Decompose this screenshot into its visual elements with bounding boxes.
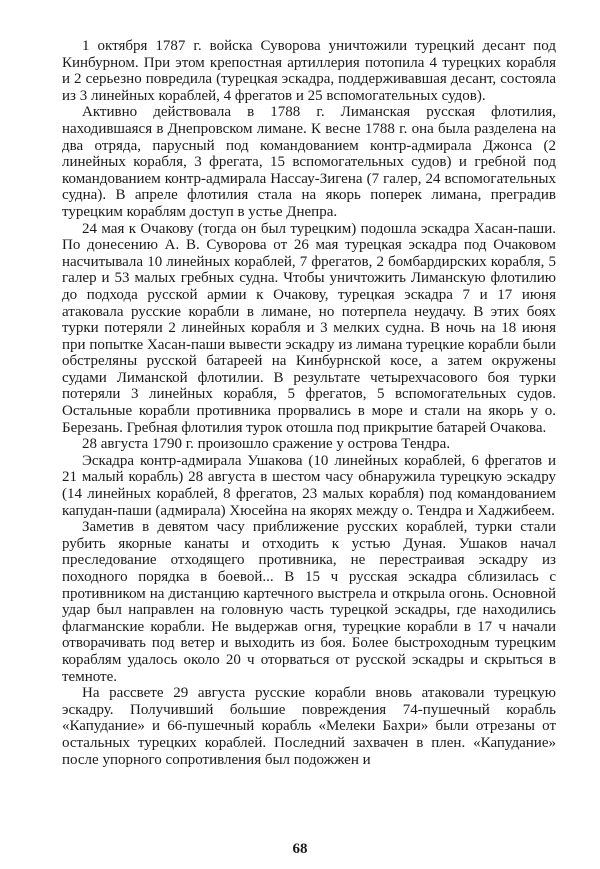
paragraph-kinburn-landing: 1 октября 1787 г. войска Суворова уничтожили турецкий десант под Кинбурном. При этом крепостная артиллерия потопила 4 турецких корабля и 2 серьезно повредила (турецкая эскадра, поддерживавшая десант, состояла из 3 линейных кораблей, 4 фрегатов и 25 вспомогательных судов). bbox=[62, 38, 556, 104]
paragraph-tendra-intro: 28 августа 1790 г. произошло сражение у острова Тендра. bbox=[82, 436, 451, 453]
page-number: 68 bbox=[292, 841, 308, 857]
paragraph-ushakov-squadron: Эскадра контр-адмирала Ушакова (10 линейных кораблей, 6 фрегатов и 21 малый корабль) 28 августа в шестом часу обнаружила турецкую эскадру (14 линейных кораблей, 8 фрегатов, 23 малых корабля) под командованием капудан-паши (адмирала) Хюсейна на якорях между о. Тендра и Хаджибеем. bbox=[62, 452, 556, 519]
paragraph-liman-flotilla: Активно действовала в 1788 г. Лиманская русская флотилия, находившаяся в Днепровском лимане. К весне 1788 г. она была разделена на два отряда, парусный под командованием контр-адмирала Джонса (2 линейных корабля, 3 фрегата, 15 вспомогательных судов) и гребной под командованием контр-адмирала Нассау-Зигена (7 галер, 24 вспомогательных судна). В апреле флотилия стала на якорь поперек лимана, преградив турецким кораблям доступ в устье Днепра. bbox=[62, 104, 556, 220]
paragraph-pursuit: Заметив в девятом часу приближение русских кораблей, турки стали рубить якорные канаты и отходить к устью Дуная. Ушаков начал преследование отходящего противника, не перестраивая эскадру из походного порядка в боевой... В 15 ч русская эскадра сблизилась с противником на дистанцию картечного выстрела и открыла огонь. Основной удар был направлен на головную часть турецкой эскадры, где находились флагманские корабли. Не выдержав огня, турецкие корабли в 17 ч начали отворачивать под ветер и выходить из боя. Более быстроходным турецким кораблям удалось около 20 ч оторваться от русской эскадры и скрыться в темноте. bbox=[62, 519, 556, 685]
page-body bbox=[62, 38, 556, 768]
paragraph-august-29: На рассвете 29 августа русские корабли вновь атаковали турецкую эскадру. Получивший большие повреждения 74-пушечный корабль «Капудание» и 66-пушечный корабль «Мелеки Бахри» были отрезаны от остальных турецких кораблей. Последний захвачен в плен. «Капудание» после упорного сопротивления был подожжен и bbox=[62, 685, 556, 768]
paragraph-ochakov-battles: 24 мая к Очакову (тогда он был турецким) подошла эскадра Хасан-паши. По донесению А. В. Суворова от 26 мая турецкая эскадра под Очаковом насчитывала 10 линейных кораблей, 7 фрегатов, 2 бомбардирских корабля, 5 галер и 53 малых гребных судна. Чтобы уничтожить Лиманскую флотилию до подхода русской армии к Очакову, турецкая эскадра 7 и 17 июня атаковала русские корабли в лимане, но потерпела неудачу. В этих боях турки потеряли 2 линейных корабля и 3 мелких судна. В ночь на 18 июня при попытке Хасан-паши вывести эскадру из лимана турецкие корабли были обстреляны русской батареей на Кинбурнской косе, а затем окружены судами Лиманской флотилии. В результате четырехчасового боя турки потеряли 3 линейных корабля, 5 фрегатов, 5 вспомогательных судов. Остальные корабли противника прорвались в море и стали на якорь у о. Березань. Гребная флотилия турок отошла под прикрытие батарей Очакова. bbox=[62, 220, 556, 436]
